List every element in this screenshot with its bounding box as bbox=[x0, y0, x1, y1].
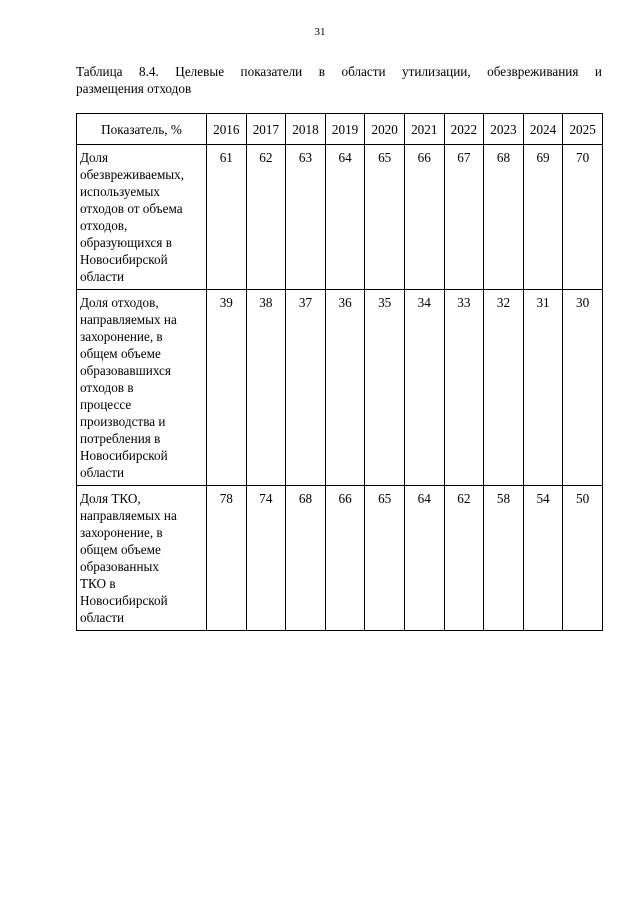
caption-line-1: Таблица 8.4. Целевые показатели в области утилизации, обезвреживания и bbox=[76, 64, 602, 79]
label-line: Новосибирской bbox=[80, 593, 168, 608]
label-line: Доля bbox=[80, 150, 109, 165]
value-cell: 62 bbox=[444, 486, 484, 631]
value-cell: 30 bbox=[563, 290, 603, 486]
page-number: 31 bbox=[314, 26, 326, 38]
value-cell: 62 bbox=[246, 145, 286, 290]
value-cell: 31 bbox=[523, 290, 563, 486]
value-cell: 70 bbox=[563, 145, 603, 290]
value-cell: 61 bbox=[207, 145, 247, 290]
label-line: захоронение, в bbox=[80, 525, 163, 540]
label-line: образованных bbox=[80, 559, 159, 574]
header-year: 2018 bbox=[286, 114, 326, 145]
value-cell: 68 bbox=[484, 145, 524, 290]
value-cell: 34 bbox=[404, 290, 444, 486]
label-line: Новосибирской bbox=[80, 448, 168, 463]
row-label bbox=[77, 145, 207, 290]
header-year: 2017 bbox=[246, 114, 286, 145]
row-label bbox=[77, 486, 207, 631]
value-cell: 66 bbox=[404, 145, 444, 290]
value-cell: 65 bbox=[365, 486, 405, 631]
label-line: общем объеме bbox=[80, 542, 161, 557]
value-cell: 37 bbox=[286, 290, 326, 486]
value-cell: 39 bbox=[207, 290, 247, 486]
value-cell: 58 bbox=[484, 486, 524, 631]
table-row bbox=[77, 290, 603, 486]
table-row bbox=[77, 486, 603, 631]
label-line: производства и bbox=[80, 414, 166, 429]
value-cell: 32 bbox=[484, 290, 524, 486]
value-cell: 33 bbox=[444, 290, 484, 486]
label-line: области bbox=[80, 465, 125, 480]
value-cell: 66 bbox=[325, 486, 365, 631]
header-year: 2025 bbox=[563, 114, 603, 145]
header-year: 2024 bbox=[523, 114, 563, 145]
header-year: 2016 bbox=[207, 114, 247, 145]
label-line: Доля ТКО, bbox=[80, 491, 141, 506]
target-indicators-table bbox=[76, 113, 603, 631]
label-line: направляемых на bbox=[80, 508, 177, 523]
label-line: области bbox=[80, 610, 125, 625]
header-indicator: Показатель, % bbox=[77, 114, 207, 145]
label-line: Новосибирской bbox=[80, 252, 168, 267]
label-line: отходов от объема bbox=[80, 201, 183, 216]
label-line: отходов, bbox=[80, 218, 128, 233]
value-cell: 64 bbox=[325, 145, 365, 290]
label-line: Доля отходов, bbox=[80, 295, 159, 310]
table-caption bbox=[76, 63, 602, 97]
label-line: общем объеме bbox=[80, 346, 161, 361]
row-label bbox=[77, 290, 207, 486]
label-line: направляемых на bbox=[80, 312, 177, 327]
value-cell: 69 bbox=[523, 145, 563, 290]
value-cell: 68 bbox=[286, 486, 326, 631]
header-year: 2023 bbox=[484, 114, 524, 145]
value-cell: 36 bbox=[325, 290, 365, 486]
label-line: процессе bbox=[80, 397, 132, 412]
header-year: 2021 bbox=[404, 114, 444, 145]
value-cell: 64 bbox=[404, 486, 444, 631]
value-cell: 65 bbox=[365, 145, 405, 290]
table-header-row bbox=[77, 114, 603, 145]
label-line: обезвреживаемых, bbox=[80, 167, 185, 182]
header-year: 2019 bbox=[325, 114, 365, 145]
value-cell: 38 bbox=[246, 290, 286, 486]
value-cell: 78 bbox=[207, 486, 247, 631]
header-year: 2020 bbox=[365, 114, 405, 145]
value-cell: 74 bbox=[246, 486, 286, 631]
value-cell: 63 bbox=[286, 145, 326, 290]
value-cell: 50 bbox=[563, 486, 603, 631]
label-line: захоронение, в bbox=[80, 329, 163, 344]
table-row bbox=[77, 145, 603, 290]
caption-line-2: размещения отходов bbox=[76, 81, 192, 96]
label-line: области bbox=[80, 269, 125, 284]
label-line: ТКО в bbox=[80, 576, 116, 591]
label-line: используемых bbox=[80, 184, 160, 199]
value-cell: 35 bbox=[365, 290, 405, 486]
label-line: отходов в bbox=[80, 380, 134, 395]
value-cell: 54 bbox=[523, 486, 563, 631]
label-line: образовавшихся bbox=[80, 363, 171, 378]
header-year: 2022 bbox=[444, 114, 484, 145]
value-cell: 67 bbox=[444, 145, 484, 290]
label-line: образующихся в bbox=[80, 235, 172, 250]
label-line: потребления в bbox=[80, 431, 161, 446]
